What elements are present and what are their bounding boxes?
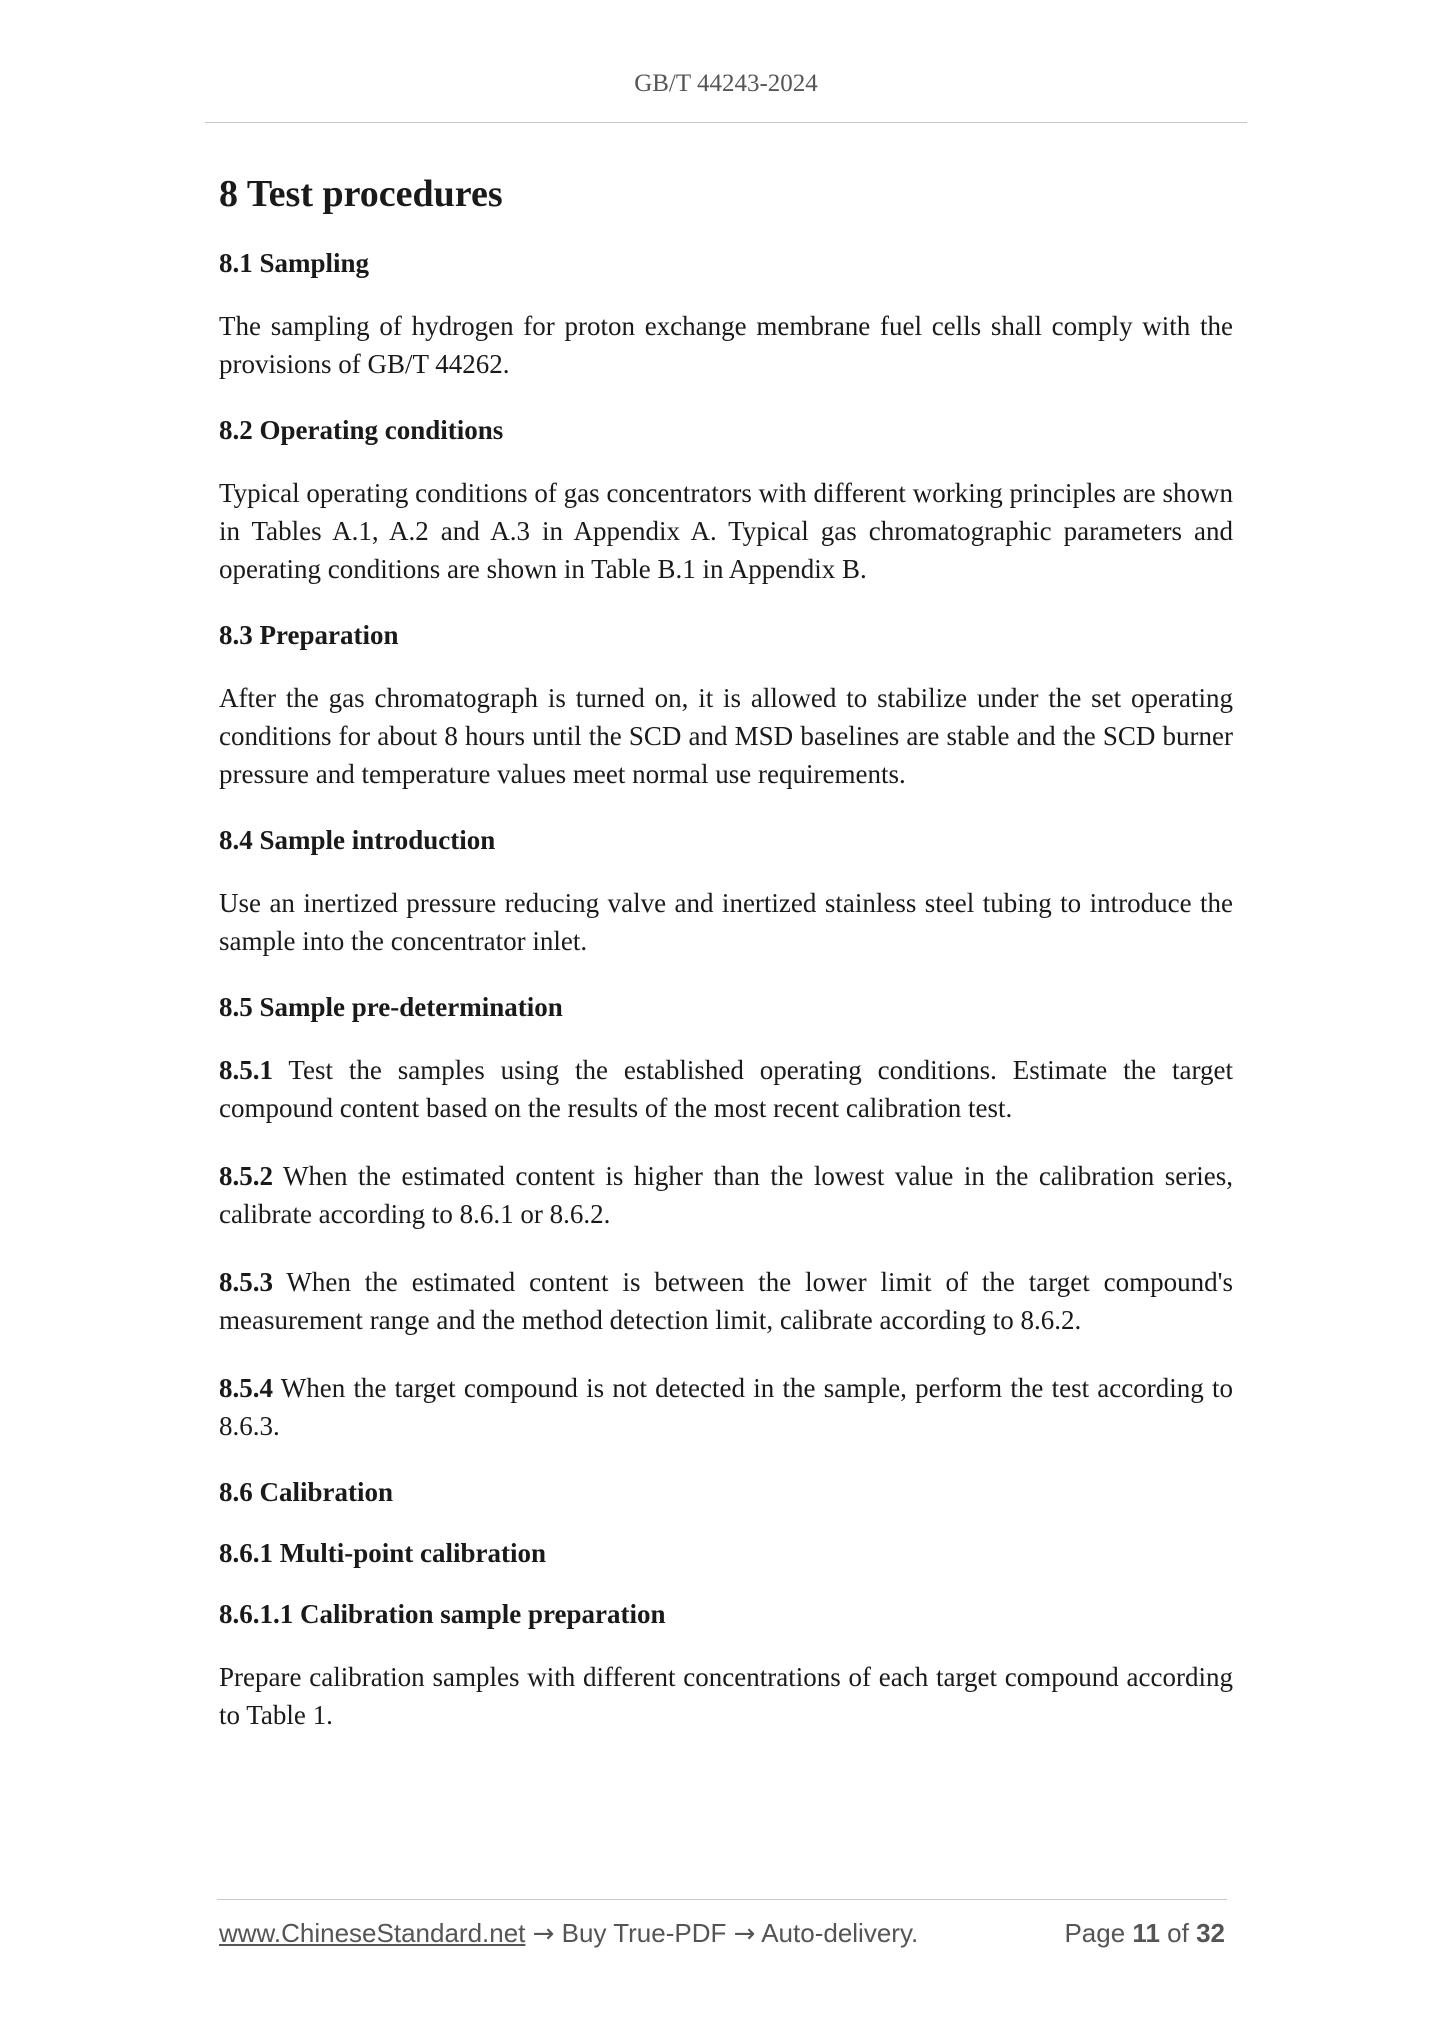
arrow-right-icon: → <box>733 1919 756 1949</box>
page-label: Page <box>1064 1918 1126 1948</box>
footer-divider <box>217 1899 1227 1900</box>
subsection-heading: 8.3 Preparation <box>219 619 399 650</box>
subsection-heading: 8.6.1.1 Calibration sample preparation <box>219 1599 666 1630</box>
clause-number: 8.5.4 <box>219 1373 273 1404</box>
clause-text: When the estimated content is between the lower limit of the target compound's measurement range and the method detection limit, calibrate according to 8.6.2. <box>219 1267 1233 1336</box>
clause-number: 8.5.2 <box>219 1161 273 1192</box>
clause-paragraph <box>219 1369 1233 1445</box>
section-title: 8 Test procedures <box>219 173 503 215</box>
paragraph: Typical operating conditions of gas concentrators with different working principles are shown in Tables A.1, A.2 and A.3 in Appendix A. Typical gas chromatographic parameters and operating conditions are shown in Table B.1 in Appendix B. <box>219 477 1233 584</box>
clause-text: Test the samples using the established operating conditions. Estimate the target compound content based on the results of the most recent calibration test. <box>219 1055 1233 1124</box>
clause-text: When the target compound is not detected in the sample, perform the test according to 8.6.3. <box>219 1373 1233 1442</box>
page-header: GB/T 44243-2024 <box>634 70 818 97</box>
header-divider <box>205 122 1247 123</box>
clause-paragraph <box>219 1157 1233 1233</box>
total-pages: 32 <box>1196 1918 1225 1948</box>
clause-text: When the estimated content is higher than the lowest value in the calibration series, calibrate according to 8.6.1 or 8.6.2. <box>219 1161 1233 1230</box>
of-label: of <box>1167 1918 1189 1948</box>
paragraph: The sampling of hydrogen for proton exchange membrane fuel cells shall comply with the provisions of GB/T 44262. <box>219 310 1233 379</box>
subsection-heading: 8.6 Calibration <box>219 1477 394 1508</box>
site-link[interactable]: www.ChineseStandard.net <box>219 1918 526 1948</box>
page-number <box>1064 1918 1225 1949</box>
footer-promo <box>219 1918 918 1949</box>
clause-number: 8.5.3 <box>219 1267 273 1298</box>
clause-number: 8.5.1 <box>219 1055 273 1086</box>
paragraph: Use an inertized pressure reducing valve and inertized stainless steel tubing to introduce the sample into the concentrator inlet. <box>219 887 1233 956</box>
paragraph: Prepare calibration samples with different concentrations of each target compound according to Table 1. <box>219 1662 1233 1731</box>
subsection-heading: 8.2 Operating conditions <box>219 414 504 445</box>
page-body <box>219 166 1233 1764</box>
subsection-heading: 8.4 Sample introduction <box>219 824 496 855</box>
paragraph: After the gas chromatograph is turned on, it is allowed to stabilize under the set operating conditions for about 8 hours until the SCD and MSD baselines are stable and the SCD burner pressure and temperature values meet normal use requirements. <box>219 682 1233 789</box>
subsection-heading: 8.5 Sample pre-determination <box>219 991 563 1022</box>
subsection-heading: 8.6.1 Multi-point calibration <box>219 1538 547 1569</box>
current-page: 11 <box>1132 1918 1160 1948</box>
arrow-right-icon: → <box>532 1919 555 1949</box>
buy-text: Buy True-PDF <box>561 1918 727 1948</box>
delivery-text: Auto-delivery. <box>761 1918 919 1948</box>
clause-paragraph <box>219 1263 1233 1339</box>
subsection-heading: 8.1 Sampling <box>219 247 370 278</box>
clause-paragraph <box>219 1051 1233 1127</box>
